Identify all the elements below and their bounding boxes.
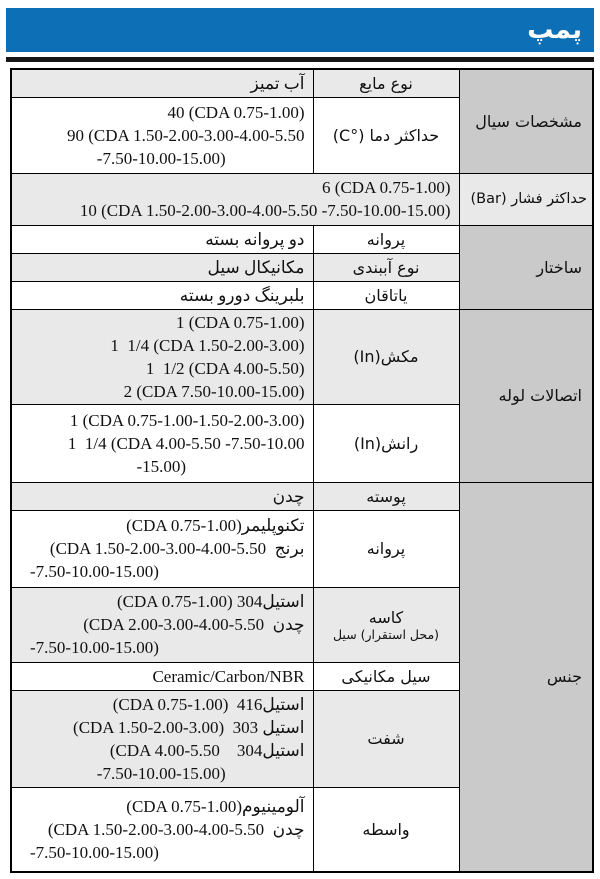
title-bar xyxy=(6,8,594,52)
value-line: 1 1/2 (CDA 4.00-5.50) xyxy=(145,358,305,378)
value-line: -7.50-10.00-15.00) xyxy=(30,562,159,581)
value-line: -7.50-10.00-15.00) xyxy=(96,148,226,168)
property-cell: سیل مکانیکی xyxy=(313,662,459,690)
value-line: 6 (CDA 0.75-1.00) xyxy=(322,178,451,197)
table-row xyxy=(11,225,593,253)
value-line: (CDA 0.75-1.00)آلومینیوم xyxy=(126,796,305,816)
value-cell xyxy=(11,173,459,225)
value-line: 2 (CDA 7.50-10.00-15.00) xyxy=(123,381,305,401)
value-line: Ceramic/Carbon/NBR xyxy=(152,666,305,686)
value-line: -7.50-10.00-15.00) xyxy=(30,638,159,657)
value-line: دو پروانه بسته xyxy=(205,229,305,249)
value-cell xyxy=(11,97,313,173)
property-cell xyxy=(313,587,459,662)
value-cell xyxy=(11,482,313,510)
property-cell: حداکثر دما (°C) xyxy=(313,97,459,173)
value-line: (CDA 1.50-2.00-3.00-4.00-5.50 برنج xyxy=(49,539,305,558)
value-cell xyxy=(11,253,313,281)
property-label: کاسه xyxy=(368,607,404,627)
value-line: چدن xyxy=(272,486,305,506)
divider-line xyxy=(6,57,594,62)
value-line: مکانیکال سیل xyxy=(207,257,305,277)
property-cell: پوسته xyxy=(313,482,459,510)
property-cell: نوع آببندی xyxy=(313,253,459,281)
property-cell: یاتاقان xyxy=(313,281,459,309)
value-cell xyxy=(11,587,313,662)
property-cell: واسطه xyxy=(313,787,459,872)
value-line: (CDA 2.00-3.00-4.00-5.50 چدن xyxy=(83,615,305,634)
value-line: -15.00) xyxy=(136,456,187,476)
value-line: (CDA 0.75-1.00)تکنوپلیمر xyxy=(126,516,305,535)
value-line: 1 (CDA 0.75-1.00-1.50-2.00-3.00) xyxy=(69,410,305,430)
value-line: (CDA 1.50-2.00-3.00-4.00-5.50 چدن xyxy=(47,819,305,839)
page-title: پمپ xyxy=(527,15,582,45)
value-line: (CDA 4.00-5.50 304استیل xyxy=(109,740,305,760)
value-line: -7.50-10.00-15.00) xyxy=(30,842,159,862)
value-line: (CDA 0.75-1.00) 304استیل xyxy=(116,592,305,611)
value-cell xyxy=(11,787,313,872)
value-cell xyxy=(11,69,313,97)
value-line: 40 (CDA 0.75-1.00) xyxy=(167,102,305,122)
value-line: -7.50-10.00-15.00) xyxy=(96,763,226,783)
value-line: 1 (CDA 0.75-1.00) xyxy=(176,312,305,332)
value-line: 1 1/4 (CDA 4.00-5.50 -7.50-10.00 xyxy=(67,433,305,453)
value-line: 10 (CDA 1.50-2.00-3.00-4.00-5.50 -7.50-10.00-15.00) xyxy=(79,201,451,220)
value-cell xyxy=(11,510,313,587)
property-cell: رانش(In) xyxy=(313,404,459,482)
value-cell xyxy=(11,662,313,690)
category-cell: جنس xyxy=(459,482,593,872)
property-cell: پروانه xyxy=(313,225,459,253)
value-line: بلبرینگ دورو بسته xyxy=(179,285,305,305)
value-cell xyxy=(11,690,313,787)
value-cell xyxy=(11,281,313,309)
property-sublabel: (محل استقرار) سیل xyxy=(332,626,440,642)
value-line: 90 (CDA 1.50-2.00-3.00-4.00-5.50 xyxy=(66,125,305,145)
value-cell xyxy=(11,404,313,482)
table-row xyxy=(11,309,593,404)
value-line: آب تمیز xyxy=(250,73,305,93)
table-row xyxy=(11,482,593,510)
value-line: (CDA 0.75-1.00) 416استیل xyxy=(112,694,305,714)
property-cell: نوع مایع xyxy=(313,69,459,97)
value-cell xyxy=(11,225,313,253)
category-cell: اتصالات لوله xyxy=(459,309,593,482)
table-row xyxy=(11,173,593,225)
value-cell xyxy=(11,309,313,404)
property-cell: مکش(In) xyxy=(313,309,459,404)
value-line: (CDA 1.50-2.00-3.00) 303 استیل xyxy=(73,717,305,737)
category-cell: مشخصات سیال xyxy=(459,69,593,173)
spec-table xyxy=(10,68,594,873)
value-line: 1 1/4 (CDA 1.50-2.00-3.00) xyxy=(110,335,305,355)
property-cell: پروانه xyxy=(313,510,459,587)
property-cell: حداکثر فشار (Bar) xyxy=(459,173,593,225)
table-row xyxy=(11,69,593,97)
property-cell: شفت xyxy=(313,690,459,787)
category-cell: ساختار xyxy=(459,225,593,309)
